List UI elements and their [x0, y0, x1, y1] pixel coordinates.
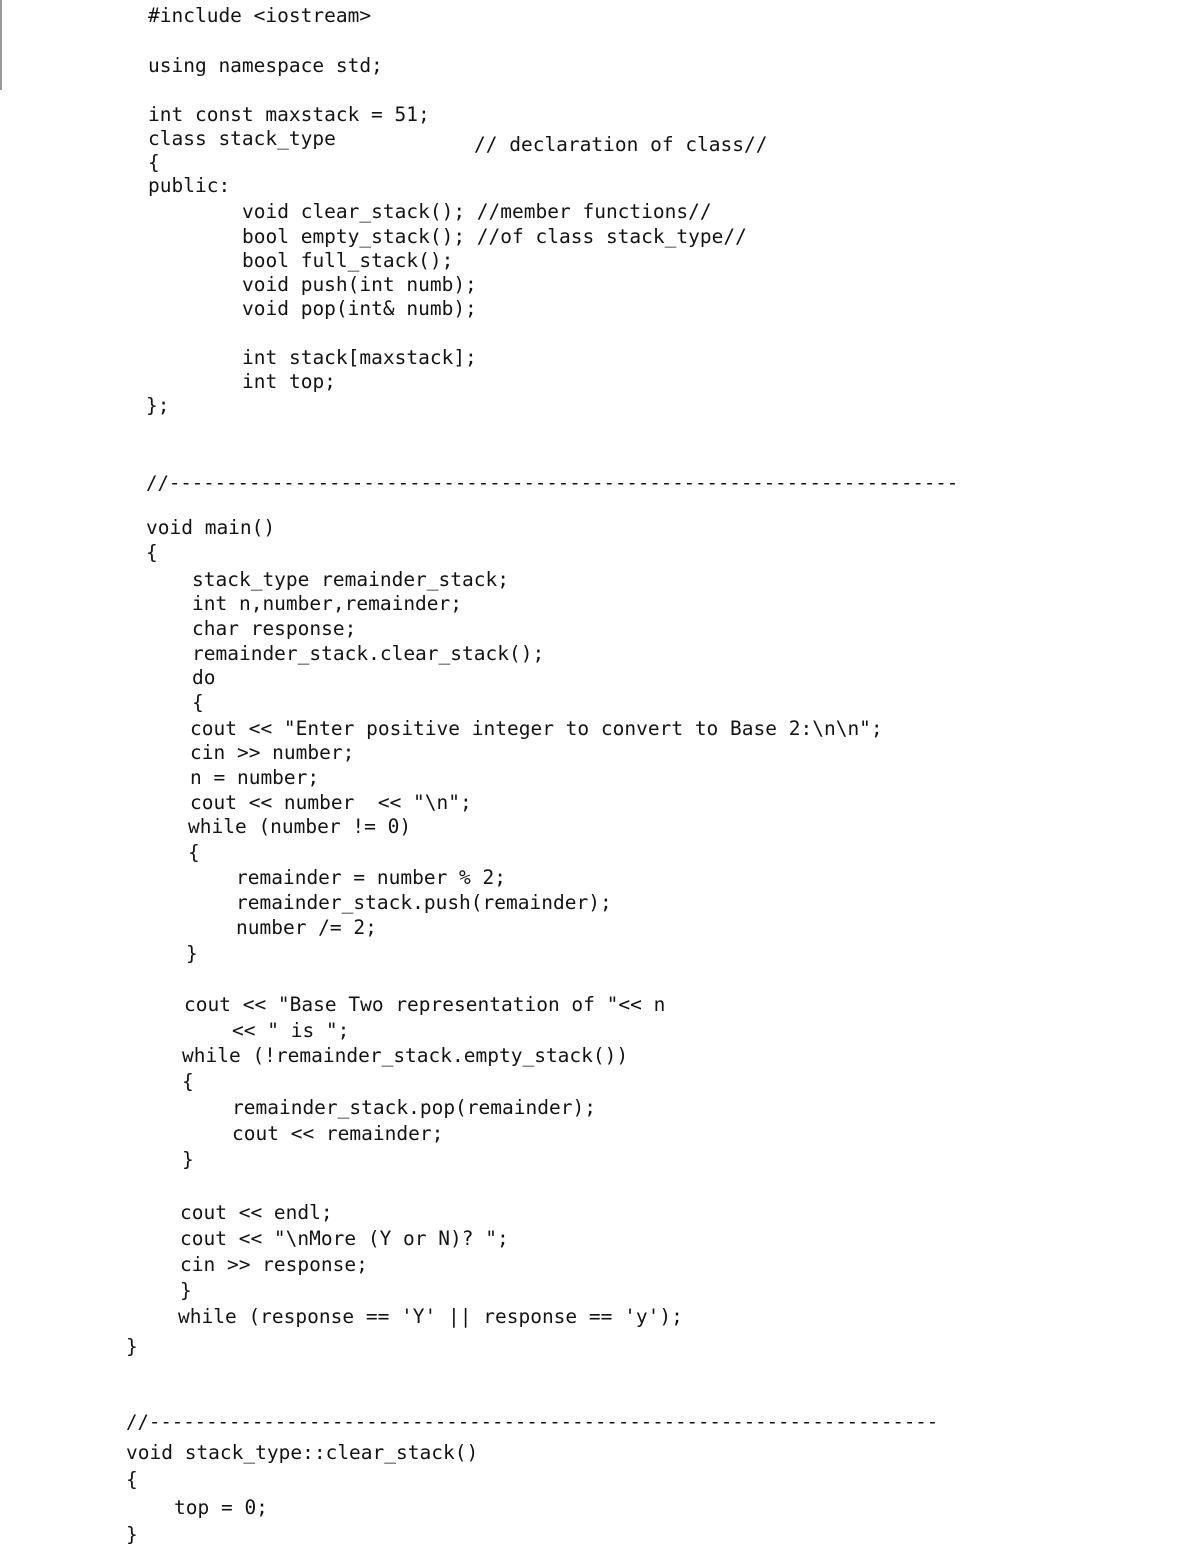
code-line: class stack_type [148, 127, 336, 150]
code-line: cout << number << "\n"; [190, 791, 472, 814]
code-line: void stack_type::clear_stack() [126, 1441, 479, 1464]
code-line: } [126, 1523, 138, 1546]
code-line: { [148, 151, 160, 174]
code-line: void pop(int& numb); [242, 297, 477, 320]
code-line: int const maxstack = 51; [148, 103, 430, 126]
code-line: cin >> response; [180, 1253, 368, 1276]
code-line: int stack[maxstack]; [242, 346, 477, 369]
code-line: cout << "Base Two representation of "<< n [184, 993, 666, 1016]
code-line: remainder_stack.push(remainder); [236, 891, 612, 914]
code-line: while (response == 'Y' || response == 'y'); [178, 1305, 683, 1328]
code-line: }; [146, 394, 170, 417]
code-line: << " is "; [232, 1019, 350, 1042]
code-line: { [126, 1468, 138, 1491]
code-line: int top; [242, 370, 336, 393]
code-line: do [192, 666, 216, 689]
code-line: } [180, 1279, 192, 1302]
code-line: } [186, 942, 198, 965]
code-line: #include <iostream> [148, 4, 372, 27]
code-line: cout << "Enter positive integer to convert to Base 2:\n\n"; [190, 717, 883, 740]
code-line: bool empty_stack(); //of class stack_type// [242, 225, 747, 248]
code-line: { [182, 1070, 194, 1093]
code-line: number /= 2; [236, 916, 377, 939]
code-line: void push(int numb); [242, 273, 477, 296]
code-comment: // declaration of class// [474, 133, 768, 156]
code-line: { [146, 541, 158, 564]
code-line: cout << remainder; [232, 1122, 444, 1145]
code-line: void clear_stack(); //member functions// [242, 200, 712, 223]
code-line: { [192, 691, 204, 714]
code-line: cin >> number; [190, 741, 355, 764]
code-line: remainder_stack.clear_stack(); [192, 642, 545, 665]
code-line: cout << "\nMore (Y or N)? "; [180, 1227, 509, 1250]
code-line: while (number != 0) [188, 815, 412, 838]
code-line: top = 0; [174, 1496, 268, 1519]
code-line: remainder_stack.pop(remainder); [232, 1096, 596, 1119]
code-line: char response; [192, 617, 357, 640]
code-line: { [188, 841, 200, 864]
code-line: void main() [146, 516, 276, 539]
code-line: n = number; [190, 766, 320, 789]
code-line: using namespace std; [148, 54, 383, 77]
code-line: bool full_stack(); [242, 249, 454, 272]
code-line: remainder = number % 2; [236, 866, 507, 889]
scan-edge-shadow [0, 0, 2, 90]
code-line: public: [148, 174, 231, 197]
code-line: while (!remainder_stack.empty_stack()) [182, 1044, 629, 1067]
separator-comment: //--------------------------------------------------------------------- [126, 1411, 939, 1433]
separator-comment: //--------------------------------------------------------------------- [146, 472, 959, 494]
code-line: } [126, 1335, 138, 1358]
code-line: cout << endl; [180, 1201, 333, 1224]
code-line: } [182, 1148, 194, 1171]
code-line: int n,number,remainder; [192, 592, 463, 615]
code-line: stack_type remainder_stack; [192, 568, 509, 591]
